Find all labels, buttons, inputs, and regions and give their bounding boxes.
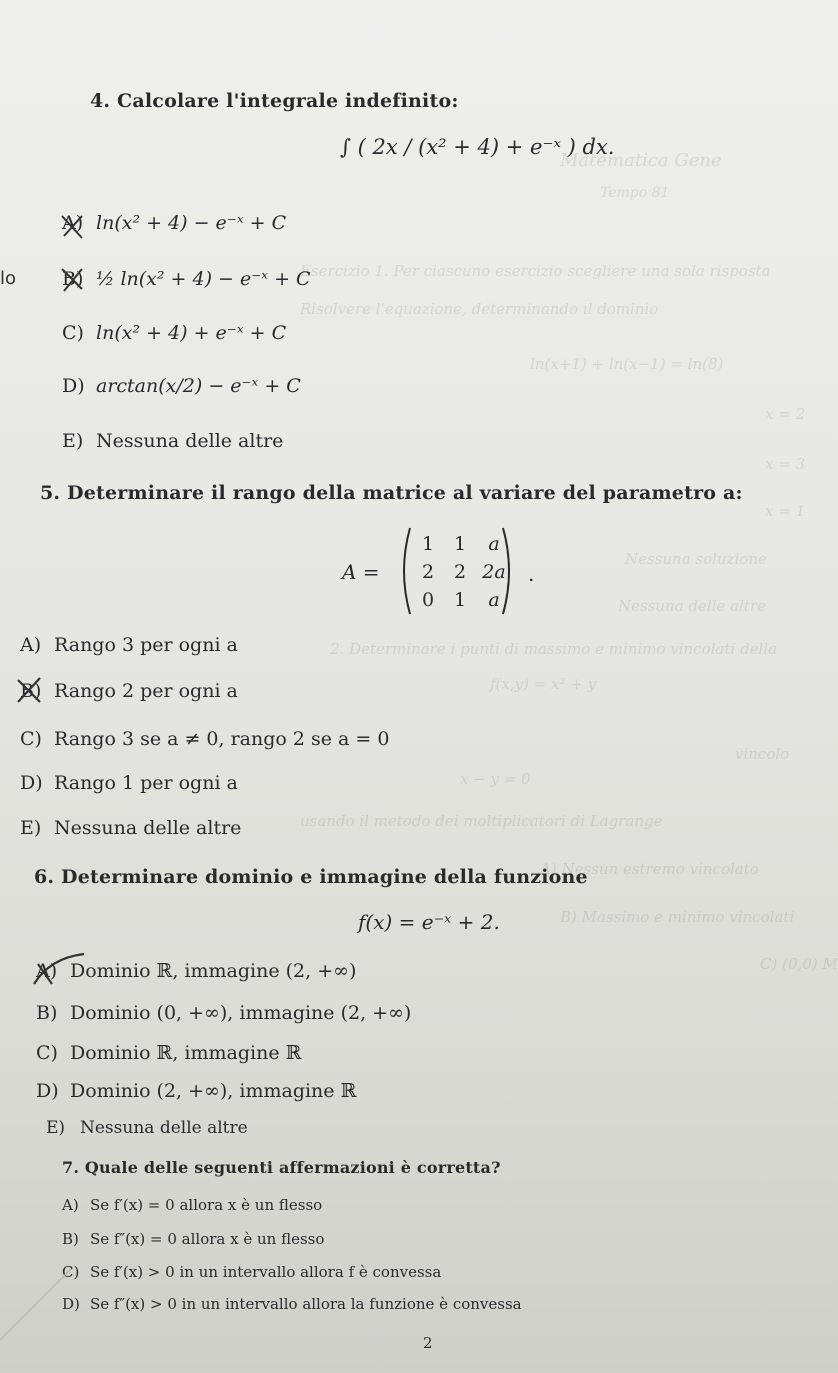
option-text: Nessuna delle altre — [96, 430, 284, 452]
matrix-cell: 1 — [453, 589, 467, 611]
option-text: Se f″(x) = 0 allora x è un flesso — [90, 1230, 325, 1248]
matrix-cell: 1 — [453, 533, 467, 555]
option-text: Dominio ℝ, immagine (2, +∞) — [70, 960, 357, 982]
option-c[interactable] — [20, 728, 389, 750]
option-letter: A) — [20, 634, 42, 656]
ghost-line: Esercizio 1. Per ciascuno esercizio scegliere una sola risposta — [300, 262, 771, 280]
option-letter: E) — [62, 430, 84, 452]
matrix-cell: a — [488, 533, 500, 555]
matrix-label: A = — [342, 560, 380, 584]
matrix-row — [412, 586, 512, 614]
ghost-line: f(x,y) = x² + y — [490, 675, 597, 693]
ghost-line: x − y = 0 — [460, 770, 531, 788]
option-c[interactable] — [62, 1263, 441, 1281]
option-e[interactable] — [20, 817, 241, 839]
ghost-line: C) (0,0) M — [760, 955, 838, 973]
ghost-line: A) Nessun estremo vincolato — [540, 860, 759, 878]
handwritten-note: lo — [0, 268, 17, 289]
option-text: arctan(x/2) − e⁻ˣ + C — [96, 375, 301, 397]
option-letter: A) — [62, 212, 84, 234]
option-a[interactable] — [62, 1196, 322, 1214]
option-text: ½ ln(x² + 4) − e⁻ˣ + C — [96, 268, 311, 290]
matrix-cell: 2 — [453, 561, 467, 583]
option-letter: A) — [62, 1196, 79, 1214]
option-a[interactable] — [62, 212, 286, 234]
option-d[interactable] — [62, 375, 301, 397]
matrix-row — [412, 530, 512, 558]
option-text: Rango 1 per ogni a — [54, 772, 238, 794]
option-letter: B) — [36, 1002, 58, 1024]
option-text: ln(x² + 4) + e⁻ˣ + C — [96, 322, 287, 344]
paper-fold — [0, 1270, 80, 1370]
option-letter: B) — [20, 680, 42, 702]
option-text: ln(x² + 4) − e⁻ˣ + C — [96, 212, 287, 234]
option-text: Dominio (2, +∞), immagine ℝ — [70, 1080, 357, 1102]
option-text: Se f″(x) > 0 in un intervallo allora la funzione è convessa — [90, 1295, 522, 1313]
page-number: 2 — [423, 1334, 433, 1352]
option-e[interactable] — [62, 430, 283, 452]
ghost-line: x = 3 — [765, 455, 806, 473]
option-letter: A) — [36, 960, 58, 982]
matrix-cell: 0 — [421, 589, 435, 611]
option-letter: B) — [62, 268, 84, 290]
option-letter: E) — [46, 1118, 66, 1138]
function-formula: f(x) = e⁻ˣ + 2. — [358, 910, 500, 934]
question-title: 5. Determinare il rango della matrice al variare del parametro a: — [40, 482, 743, 504]
cross-mark-icon — [58, 265, 88, 295]
matrix-cell: 2a — [482, 561, 506, 583]
ghost-line: Nessuna soluzione — [625, 550, 767, 568]
option-letter: D) — [36, 1080, 59, 1102]
option-text: Rango 2 per ogni a — [54, 680, 238, 702]
option-letter: C) — [20, 728, 42, 750]
option-b[interactable] — [20, 680, 238, 702]
option-letter: B) — [62, 1230, 79, 1248]
option-b[interactable] — [62, 1230, 324, 1248]
option-b[interactable] — [62, 268, 311, 290]
ghost-line: Risolvere l'equazione, determinando il dominio — [300, 300, 659, 318]
ghost-line: 2. Determinare i punti di massimo e minimo vincolati della — [330, 640, 777, 658]
ghost-line: Nessuna delle altre — [618, 597, 766, 615]
cross-mark-icon — [58, 212, 88, 242]
option-d[interactable] — [62, 1295, 522, 1313]
ghost-line: ln(x+1) + ln(x−1) = ln(8) — [530, 355, 724, 373]
ghost-line: B) Massimo e minimo vincolati — [560, 908, 795, 926]
option-text: Dominio (0, +∞), immagine (2, +∞) — [70, 1002, 412, 1024]
option-letter: D) — [20, 772, 43, 794]
option-c[interactable] — [36, 1042, 301, 1064]
ghost-line: Matematica Gene — [560, 150, 722, 171]
ghost-line: vincolo — [735, 745, 790, 763]
option-letter: D) — [62, 1295, 80, 1313]
option-d[interactable] — [20, 772, 238, 794]
question-title: 6. Determinare dominio e immagine della funzione — [34, 866, 588, 888]
integral-formula: ∫ ( 2x / (x² + 4) + e⁻ˣ ) dx. — [340, 135, 615, 159]
option-b[interactable] — [36, 1002, 411, 1024]
matrix-cell: 2 — [421, 561, 435, 583]
ghost-line: x = 1 — [765, 502, 806, 520]
option-letter: C) — [62, 1263, 80, 1281]
option-c[interactable] — [62, 322, 286, 344]
option-letter: C) — [62, 322, 84, 344]
option-letter: D) — [62, 375, 85, 397]
cross-mark-icon — [30, 950, 90, 990]
option-text: Rango 3 se a ≠ 0, rango 2 se a = 0 — [54, 728, 390, 750]
option-letter: C) — [36, 1042, 58, 1064]
question-title: 4. Calcolare l'integrale indefinito: — [90, 90, 459, 112]
matrix-period: . — [528, 562, 535, 586]
matrix-cell: 1 — [421, 533, 435, 555]
option-text: Nessuna delle altre — [80, 1118, 248, 1138]
ghost-line: usando il metodo dei moltiplicatori di Lagrange — [300, 812, 663, 830]
option-text: Se f′(x) = 0 allora x è un flesso — [90, 1196, 323, 1214]
cross-mark-icon — [14, 676, 48, 706]
matrix — [412, 530, 512, 614]
matrix-cell: a — [488, 589, 500, 611]
option-text: Nessuna delle altre — [54, 817, 242, 839]
option-e[interactable] — [46, 1118, 248, 1138]
option-d[interactable] — [36, 1080, 356, 1102]
ghost-line: Tempo 81 — [600, 185, 670, 201]
matrix-row — [412, 558, 512, 586]
option-letter: E) — [20, 817, 42, 839]
option-text: Se f′(x) > 0 in un intervallo allora f è convessa — [90, 1263, 442, 1281]
option-text: Dominio ℝ, immagine ℝ — [70, 1042, 302, 1064]
option-a[interactable] — [20, 634, 238, 656]
question-title: 7. Quale delle seguenti affermazioni è corretta? — [62, 1158, 501, 1177]
option-text: Rango 3 per ogni a — [54, 634, 238, 656]
ghost-line: x = 2 — [765, 405, 806, 423]
